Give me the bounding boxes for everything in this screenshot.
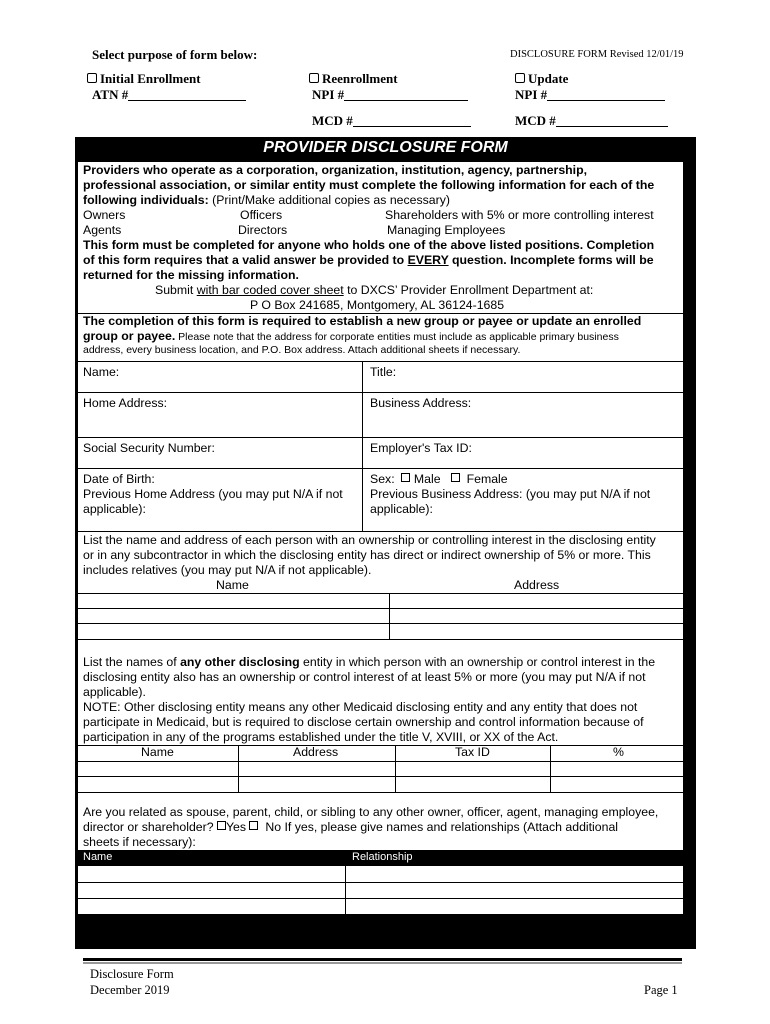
mcd-field-1[interactable] [353, 115, 471, 127]
initial-enrollment-option [87, 71, 246, 103]
atn-field[interactable] [128, 89, 246, 101]
footer-date: December 2019 [90, 983, 170, 997]
npi-label-2: NPI # [515, 87, 548, 102]
yes-checkbox[interactable] [217, 821, 226, 830]
mailing-address: P O Box 241685, Montgomery, AL 36124-1685 [250, 298, 505, 312]
name-label: Name: [83, 365, 120, 379]
required-line-1: The completion of this form is required to establish a new group or payee or update an enrolled [83, 314, 642, 328]
no-checkbox[interactable] [249, 821, 258, 830]
reenrollment-checkbox[interactable] [309, 73, 319, 83]
initial-enrollment-label: Initial Enrollment [100, 71, 201, 86]
ownership-line-2: or in any subcontractor in which the disclosing entity has direct or indirect ownership of 5% or more. This [83, 548, 651, 562]
footer-left [90, 966, 174, 998]
mcd-label-1: MCD # [312, 113, 353, 128]
update-option [515, 71, 665, 103]
other-col-name: Name [141, 745, 174, 759]
initial-enrollment-checkbox[interactable] [87, 73, 97, 83]
ssn-label: Social Security Number: [83, 441, 215, 455]
role-agents: Agents [83, 223, 122, 237]
purpose-label: Select purpose of form below: [92, 47, 258, 62]
intro-line-2: professional association, or similar entity must complete the following information for each of the [83, 178, 655, 192]
female-checkbox[interactable] [451, 473, 460, 482]
title-label: Title: [370, 365, 397, 379]
relation-line-2: director or shareholder? Yes No If yes, please give names and relationships (Attach additional [83, 820, 619, 834]
note-line-1: NOTE: Other disclosing entity means any other Medicaid disclosing entity and any entity that does not [83, 700, 638, 714]
other-col-taxid: Tax ID [455, 745, 490, 759]
reenrollment-label: Reenrollment [322, 71, 398, 86]
ownership-line-3: includes relatives (you may put N/A if not applicable). [83, 563, 372, 577]
relation-line-1: Are you related as spouse, parent, child, or sibling to any other owner, officer, agent, managing employee, [83, 805, 659, 819]
ein-label: Employer's Tax ID: [370, 441, 472, 455]
prev-home-line-1: Previous Home Address (you may put N/A if not [83, 487, 343, 501]
ownership-line-1: List the name and address of each person with an ownership or controlling interest in the disclosing entity [83, 533, 656, 547]
npi-field-1[interactable] [344, 89, 468, 101]
prev-business-line-1: Previous Business Address: (you may put N/A if not [370, 487, 651, 501]
atn-label: ATN # [92, 87, 129, 102]
male-checkbox[interactable] [401, 473, 410, 482]
other-col-address: Address [293, 745, 339, 759]
form-body [78, 162, 683, 914]
relation-line-3: sheets if necessary): [83, 835, 196, 849]
mcd-field-2[interactable] [556, 115, 668, 127]
required-line-2: group or payee. Please note that the address for corporate entities must include as applicable primary business [83, 329, 619, 343]
sex-field: Sex: Male Female [370, 472, 508, 486]
note-line-3: participation in any of the programs established under the title V, XVIII, or XX of the Act. [83, 730, 559, 744]
required-line-3: address, every business location, and P.O. Box address. Attach additional sheets if necessary. [83, 344, 521, 356]
home-address-label: Home Address: [83, 396, 168, 410]
role-shareholders: Shareholders with 5% or more controlling interest [385, 208, 654, 222]
npi-label-1: NPI # [312, 87, 345, 102]
business-address-label: Business Address: [370, 396, 472, 410]
other-line-3: applicable). [83, 685, 146, 699]
role-directors: Directors [238, 223, 288, 237]
mcd-option-1 [312, 113, 471, 129]
must-line-3: returned for the missing information. [83, 268, 299, 282]
relationship-col-relationship: Relationship [352, 851, 413, 863]
relationship-col-name: Name [83, 851, 113, 863]
ownership-col-name: Name [216, 578, 249, 592]
role-managing: Managing Employees [387, 223, 506, 237]
must-line-2: of this form requires that a valid answer be provided to EVERY question. Incomplete forms will be [83, 253, 654, 267]
form-title: PROVIDER DISCLOSURE FORM [263, 139, 508, 156]
relationship-table-header [78, 850, 683, 866]
submit-line: Submit with bar coded cover sheet to DXCS’ Provider Enrollment Department at: [155, 283, 594, 297]
mcd-option-2 [515, 113, 668, 129]
role-officers: Officers [240, 208, 283, 222]
update-checkbox[interactable] [515, 73, 525, 83]
other-line-1: List the names of any other disclosing entity in which person with an ownership or control interest in the [83, 655, 656, 669]
prev-business-line-2: applicable): [370, 502, 433, 516]
intro-line-3: following individuals: (Print/Make additional copies as necessary) [83, 193, 450, 207]
revision-label: DISCLOSURE FORM Revised 12/01/19 [510, 49, 684, 60]
provider-disclosure-form [75, 137, 696, 949]
role-owners: Owners [83, 208, 126, 222]
page-number: Page 1 [644, 983, 678, 997]
mcd-label-2: MCD # [515, 113, 556, 128]
other-line-2: disclosing entity also has an ownership or control interest of at least 5% or more (you may put N/A if not [83, 670, 646, 684]
note-line-2: participate in Medicaid, but is required to disclose certain ownership and control information because of [83, 715, 644, 729]
other-col-percent: % [613, 745, 624, 759]
ownership-col-address: Address [514, 578, 560, 592]
intro-line-1: Providers who operate as a corporation, organization, institution, agency, partnership, [83, 163, 588, 177]
dob-label: Date of Birth: [83, 472, 155, 486]
reenrollment-option [309, 71, 468, 103]
footer-doc-name: Disclosure Form [90, 967, 174, 981]
update-label: Update [528, 71, 569, 86]
must-line-1: This form must be completed for anyone who holds one of the above listed positions. Completion [83, 238, 655, 252]
npi-field-2[interactable] [547, 89, 665, 101]
prev-home-line-2: applicable): [83, 502, 146, 516]
